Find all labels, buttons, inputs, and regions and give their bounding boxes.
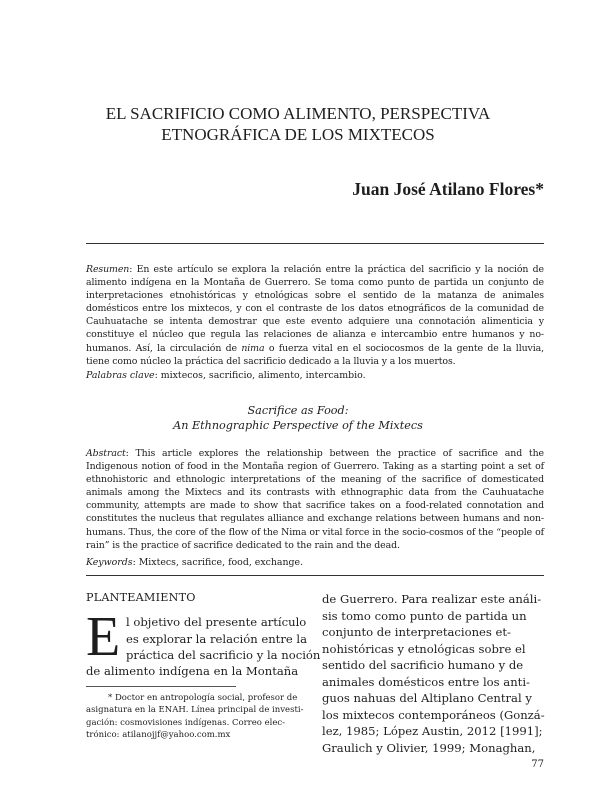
- footnote-rule: [86, 686, 236, 687]
- right-line: Graulich y Olivier, 1999; Monaghan,: [322, 740, 536, 755]
- resumen-paragraph: [86, 263, 544, 368]
- palabras-clave-label: Palabras clave: [86, 370, 155, 381]
- right-line: conjunto de interpretaciones et-: [322, 625, 511, 639]
- footnote-line-2: asignatura en la ENAH. Línea principal de investi-: [86, 705, 304, 716]
- title-line-1: EL SACRIFICIO COMO ALIMENTO, PERSPECTIVA: [105, 104, 491, 123]
- english-title: [0, 403, 596, 433]
- english-title-line-1: Sacrifice as Food:: [247, 404, 349, 417]
- left-column-top: [126, 614, 320, 664]
- left-line-3: práctica del sacrificio y la noción: [126, 648, 321, 662]
- footnote-line-1: * Doctor en antropología social, profesor de: [108, 693, 298, 703]
- footnote-line-4: trónico: atilanojjf@yahoo.com.mx: [86, 729, 231, 740]
- abstract-label: Abstract: [86, 448, 126, 459]
- left-line-2: es explorar la relación entre la: [126, 631, 308, 646]
- left-column-last: [86, 663, 298, 680]
- resumen-label: Resumen: [86, 264, 130, 275]
- right-line: lez, 1985; López Austin, 2012 [1991];: [322, 724, 543, 738]
- left-line-4: de alimento indígena en la Montaña: [86, 664, 299, 678]
- resumen-italic-word: nima: [241, 342, 265, 354]
- right-line: animales domésticos entre los anti-: [322, 674, 530, 689]
- page-number: 77: [531, 759, 544, 770]
- right-line: nohistóricas y etnológicas sobre el: [322, 641, 526, 656]
- right-line: sis tomo como punto de partida un: [322, 608, 527, 623]
- top-rule: [86, 243, 544, 244]
- footnote-line-3: gación: cosmovisiones indígenas. Correo elec-: [86, 717, 285, 728]
- right-line: de Guerrero. Para realizar este análi-: [322, 592, 542, 606]
- drop-cap: E: [86, 606, 121, 668]
- right-line: guos nahuas del Altiplano Central y: [322, 691, 532, 705]
- keywords-text: : Mixtecs, sacrifice, food, exchange.: [132, 557, 304, 568]
- section-heading: PLANTEAMIENTO: [86, 591, 196, 604]
- right-line: los mixtecos contemporáneos (Gonzá-: [322, 707, 545, 722]
- author-name: Juan José Atilano Flores*: [352, 179, 544, 199]
- abstract-paragraph: [86, 447, 544, 552]
- keywords: [86, 557, 544, 568]
- article-title: [0, 103, 596, 145]
- right-line: sentido del sacrificio humano y de: [322, 658, 524, 672]
- resumen-text: : En este artículo se explora la relación entre la práctica del sacrificio y la noción de alimento indígena en la Montaña de Guerrero. Se toma como punto de partida un conjunto de interpretaciones etnohistóricas y etnológicas sobre el sentido de la matanza de animales domésticos entre los mixtecos, y con el contraste de los datos etnográficos de la comunidad de Cauhuatache se intenta demostrar que este evento adquiere una connotación alimenticia y constituye el núcleo que regula las relaciones de alianza e intercambio entre humanos y no-humanos. Así, la circulación de: [86, 264, 544, 354]
- title-line-2: ETNOGRÁFICA DE LOS MIXTECOS: [161, 125, 435, 144]
- keywords-label: Keywords: [86, 557, 133, 568]
- left-line-1: l objetivo del presente artículo: [126, 615, 307, 629]
- english-title-line-2: An Ethnographic Perspective of the Mixtecs: [173, 419, 423, 432]
- bottom-rule: [86, 575, 544, 576]
- footnote: [86, 692, 312, 741]
- palabras-clave-text: : mixtecos, sacrificio, alimento, intercambio.: [154, 370, 366, 381]
- resumen-text-end: o fuerza vital en el sociocosmos de la gente de la lluvia, tiene como núcleo la práctica del sacrificio dedicado a la lluvia y a los muertos.: [86, 342, 544, 367]
- palabras-clave: [86, 370, 544, 381]
- abstract-text: : This article explores the relationship between the practice of sacrifice and the Indigenous notion of food in the Montaña region of Guerrero. Taking as a starting point a set of ethnohistoric and ethnologic interpretations of the meaning of the sacrifice of domesticated animals among the Mixtecs and its contrasts with ethnographic data from the Cauhuatache community, attempts are made to show that sacrifice takes on a food-related connotation and constitutes the nucleus that regulates alliance and exchange relations between humans and non-humans. Thus, the core of the flow of the Nima or vital force in the socio-cosmos of the “people of rain” is the practice of sacrifice dedicated to the rain and the dead.: [86, 448, 544, 551]
- right-column: [322, 591, 545, 756]
